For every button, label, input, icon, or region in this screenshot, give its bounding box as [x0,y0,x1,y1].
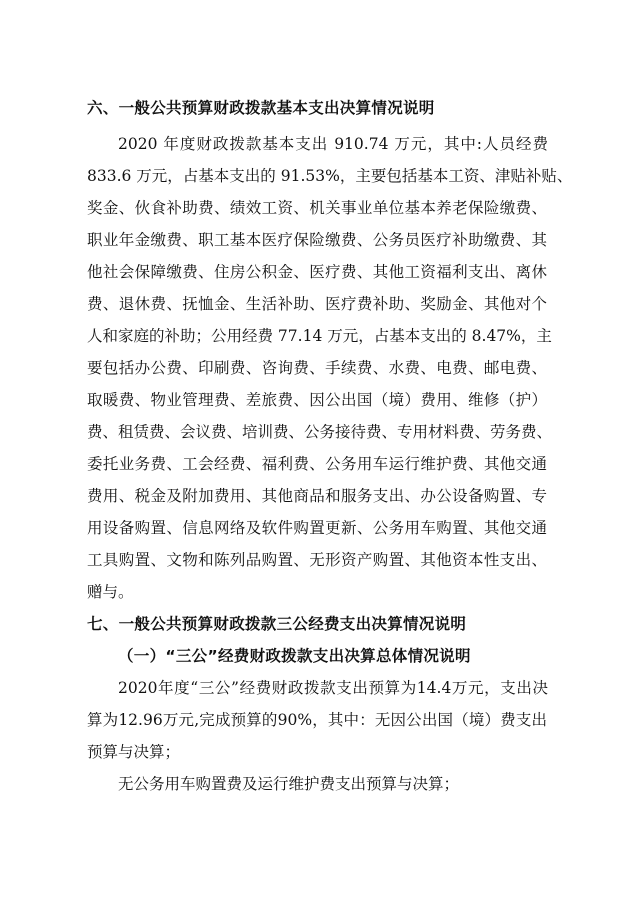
section6-line: 取暖费、物业管理费、差旅费、因公出国（境）费用、维修（护） [87,391,547,409]
section6-line: 用设备购置、信息网络及软件购置更新、公务用车购置、其他交通 [87,519,547,537]
section6-line: 职业年金缴费、职工基本医疗保险缴费、公务员医疗补助缴费、其 [87,231,547,249]
section6-line: 委托业务费、工会经费、福利费、公务用车运行维护费、其他交通 [87,455,547,473]
section7-para1-line: 算为12.96万元,完成预算的90%，其中：无因公出国（境）费支出 [87,711,547,729]
section6-line: 费用、税金及附加费用、其他商品和服务支出、办公设备购置、专 [87,487,547,505]
section7-subheading: （一）“三公”经费财政拨款支出决算总体情况说明 [118,647,471,665]
section6-line: 费、租赁费、会议费、培训费、公务接待费、专用材料费、劳务费、 [87,423,553,441]
section6-line: 工具购置、文物和陈列品购置、无形资产购置、其他资本性支出、 [87,551,547,569]
section6-line: 要包括办公费、印刷费、咨询费、手续费、水费、电费、邮电费、 [87,359,547,377]
section6-line: 奖金、伙食补助费、绩效工资、机关事业单位基本养老保险缴费、 [87,199,547,217]
section6-line: 费、退休费、抚恤金、生活补助、医疗费补助、奖励金、其他对个 [87,295,547,313]
section6-line: 833.6 万元，占基本支出的 91.53%，主要包括基本工资、津贴补贴、 [87,167,573,185]
section6-line: 人和家庭的补助；公用经费 77.14 万元，占基本支出的 8.47%，主 [87,327,552,345]
section6-line: 2020 年度财政拨款基本支出 910.74 万元，其中:人员经费 [118,135,548,153]
section6-line: 赠与。 [87,583,134,601]
section7-para1-line: 预算与决算； [87,743,181,761]
section7-heading: 七、一般公共预算财政拨款三公经费支出决算情况说明 [87,615,467,633]
section7-para2: 无公务用车购置费及运行维护费支出预算与决算； [118,775,460,793]
section6-heading: 六、一般公共预算财政拨款基本支出决算情况说明 [87,99,435,117]
section6-line: 他社会保障缴费、住房公积金、医疗费、其他工资福利支出、离休 [87,263,547,281]
section7-para1-line: 2020年度“三公”经费财政拨款支出预算为14.4万元，支出决 [118,679,548,697]
